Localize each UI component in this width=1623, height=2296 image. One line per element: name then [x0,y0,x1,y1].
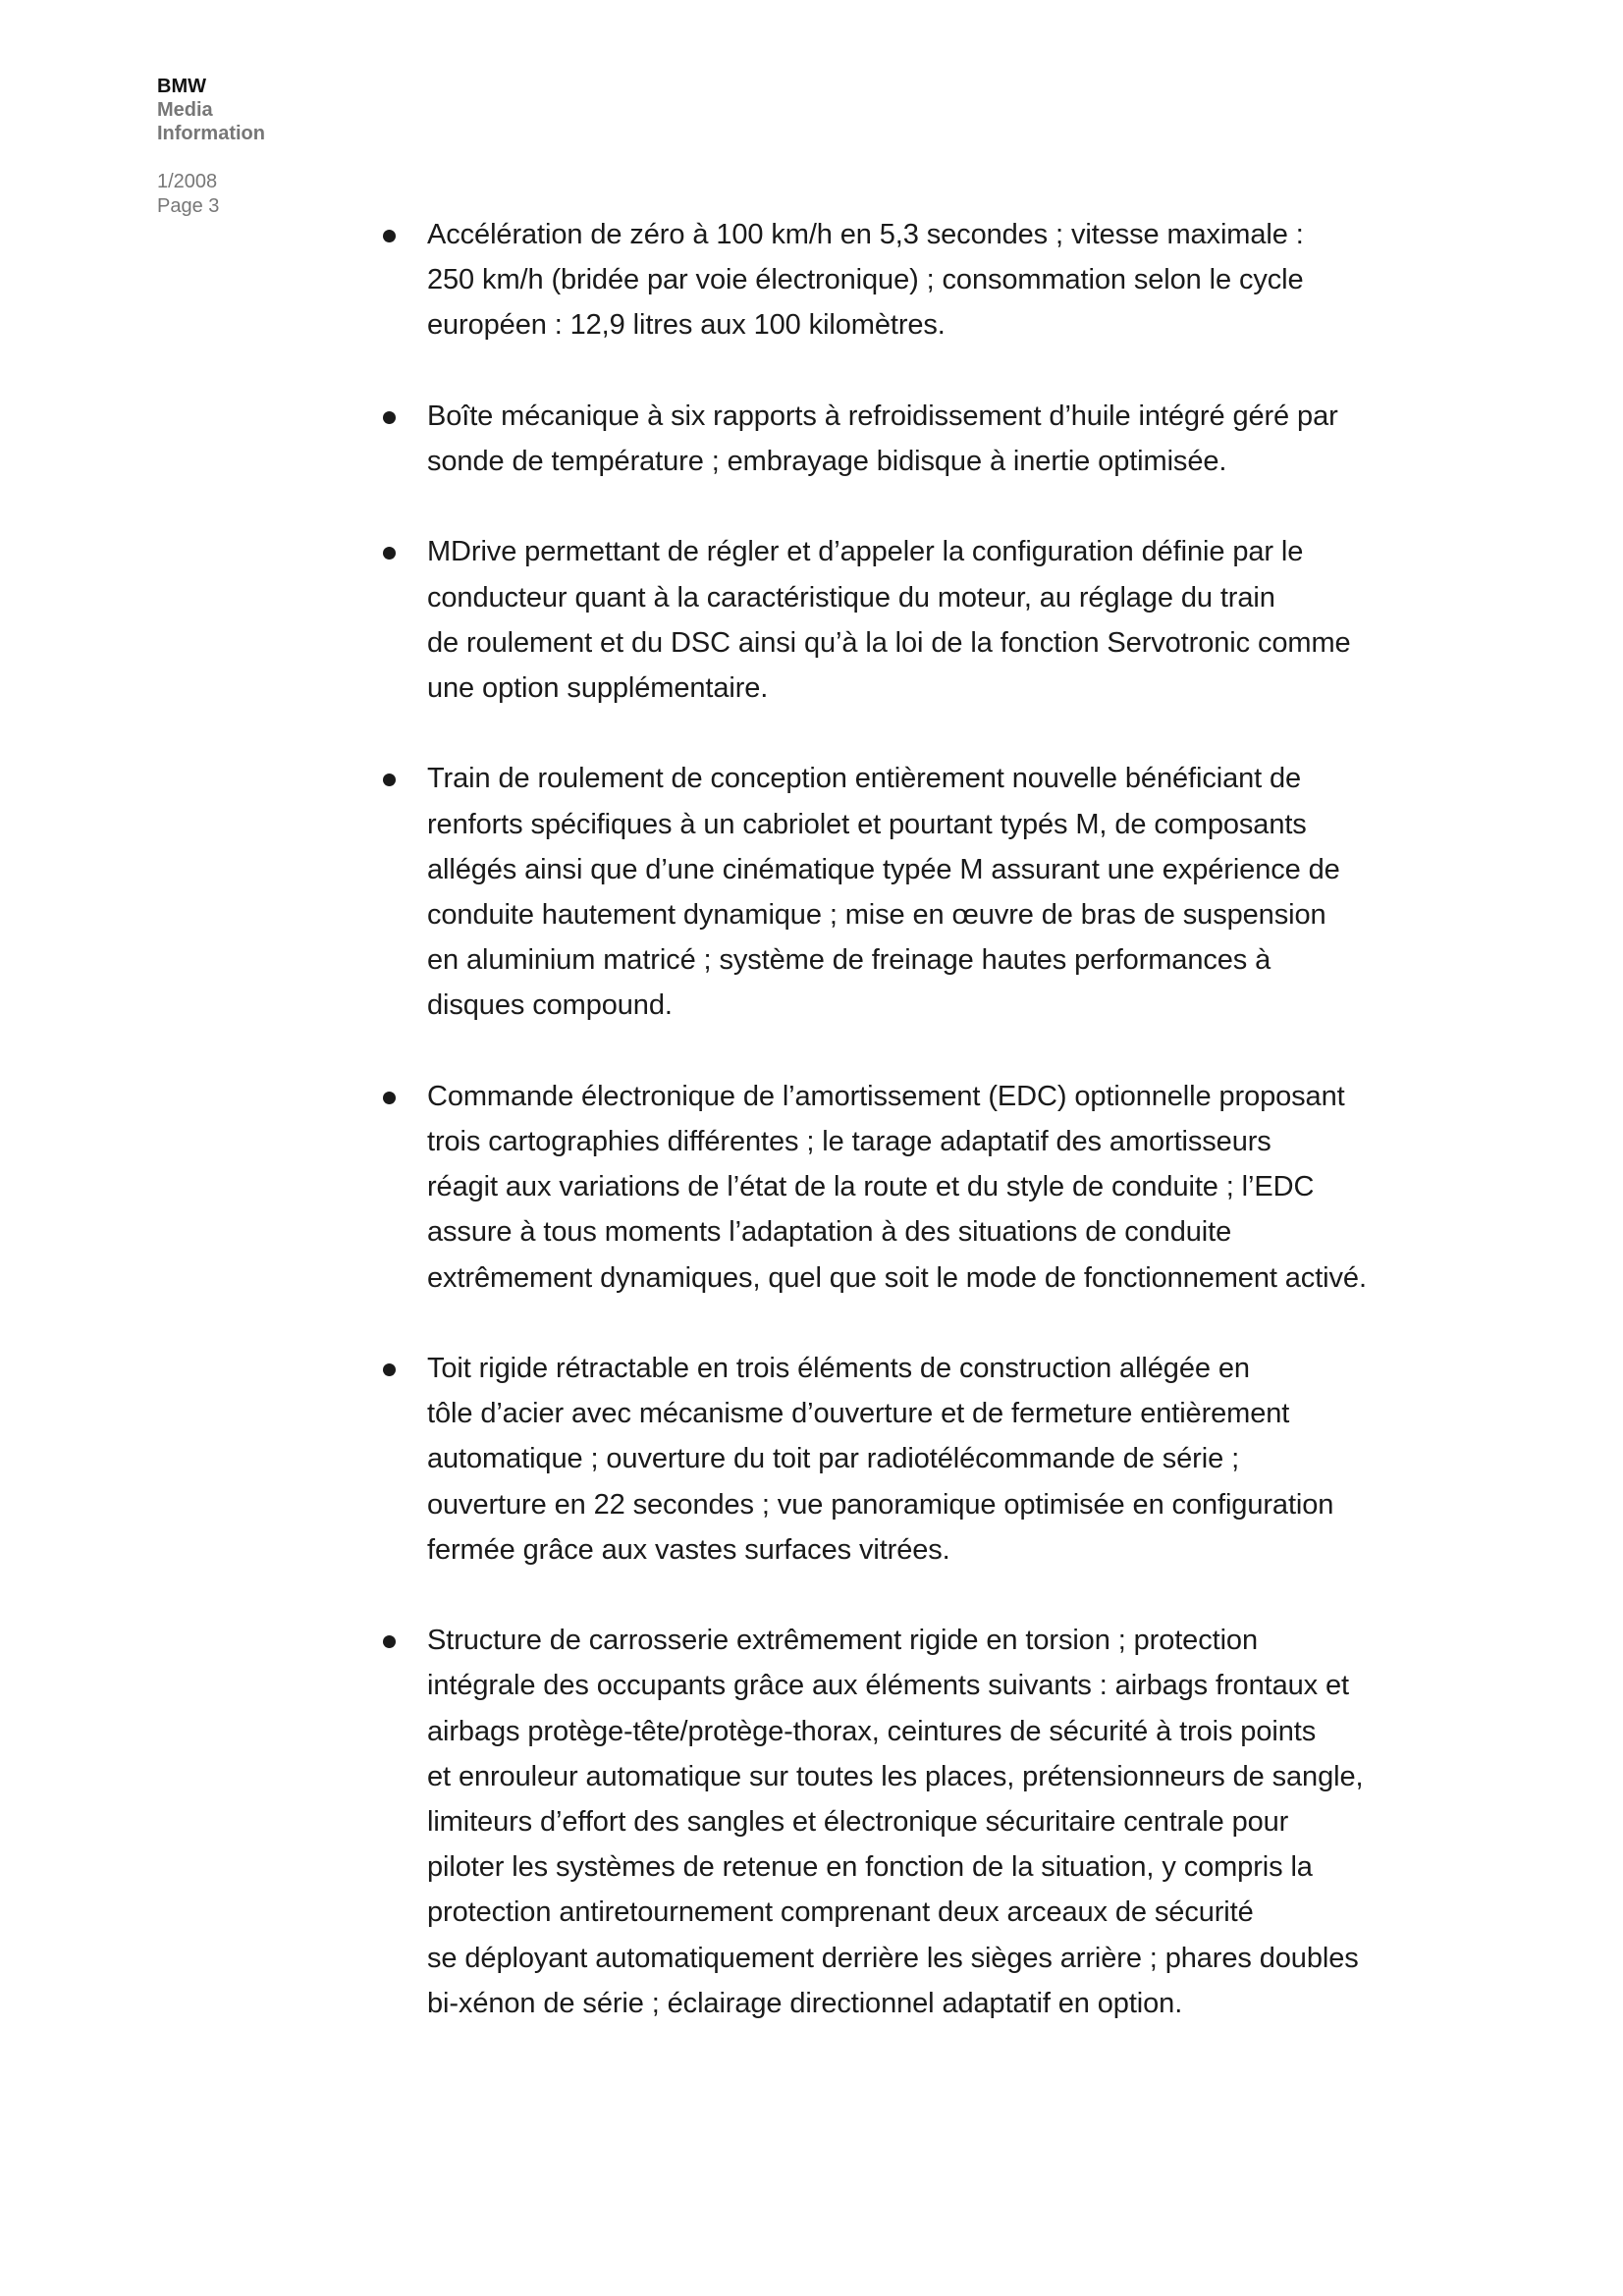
list-item [383,1618,1414,2026]
bullet-icon [383,1092,396,1104]
list-item [383,1346,1414,1573]
list-item-text: Train de roulement de conception entièrement nouvelle bénéficiant de renforts spécifiques à un cabriolet et pourtant typés M, de composants allégés ainsi que d’une cinématique typée M assurant une expérience de conduite hautement dynamique ; mise en œuvre de bras de suspension en aluminium matricé ; système de freinage hautes performances à disques compound. [427,763,1340,1022]
list-item-text: Boîte mécanique à six rapports à refroidissement d’huile intégré géré par sonde de température ; embrayage bidisque à inertie optimisée. [427,400,1338,477]
list-item-text: Commande électronique de l’amortissement (EDC) optionnelle proposant trois cartographies différentes ; le tarage adaptatif des amortisseurs réagit aux variations de l’état de la route et du style de conduite ; l’EDC assure à tous moments l’adaptation à des situations de conduite extrêmement dynamiques, quel que soit le mode de fonctionnement activé. [427,1080,1367,1294]
bullet-icon [383,547,396,560]
list-item-text: Accélération de zéro à 100 km/h en 5,3 secondes ; vitesse maximale : 250 km/h (bridée par voie électronique) ; consommation selon le cycle européen : 12,9 litres aux 100 kilomètres. [427,219,1304,342]
bullet-icon [383,230,396,242]
brand-subtitle-media: Media [157,99,213,121]
bullet-list [383,212,1414,2071]
list-item-text: MDrive permettant de régler et d’appeler la configuration définie par le conducteur quant à la caractéristique du moteur, au réglage du train de roulement et du DSC ainsi qu’à la loi de la fonction Servotronic comme une option supplémentaire. [427,536,1351,704]
bullet-icon [383,411,396,424]
bullet-icon [383,1635,396,1648]
list-item [383,756,1414,1028]
list-item [383,529,1414,711]
brand-subtitle-information: Information [157,123,265,144]
brand-name: BMW [157,76,206,97]
document-date: 1/2008 [157,171,218,192]
list-item [383,212,1414,348]
document-meta [157,170,219,219]
list-item [383,394,1414,484]
list-item [383,1074,1414,1301]
bullet-icon [383,774,396,786]
document-header [157,75,265,145]
page-number: Page 3 [157,195,220,217]
list-item-text: Structure de carrosserie extrêmement rigide en torsion ; protection intégrale des occupants grâce aux éléments suivants : airbags frontaux et airbags protège-tête/protège-thorax, ceintures de sécurité à trois points et enrouleur automatique sur toutes les places, prétensionneurs de sangle, limiteurs d’effort des sangles et électronique sécuritaire centrale pour piloter les systèmes de retenue en fonction de la situation, y compris la protection antiretournement comprenant deux arceaux de sécurité se déployant automatiquement derrière les sièges arrière ; phares doubles bi-xénon de série ; éclairage directionnel adaptatif en option. [427,1625,1364,2019]
list-item-text: Toit rigide rétractable en trois éléments de construction allégée en tôle d’acier avec mécanisme d’ouverture et de fermeture entièrement automatique ; ouverture du toit par radiotélécommande de série ; ouverture en 22 secondes ; vue panoramique optimisée en configuration fermée grâce aux vastes surfaces vitrées. [427,1353,1334,1566]
bullet-icon [383,1363,396,1376]
